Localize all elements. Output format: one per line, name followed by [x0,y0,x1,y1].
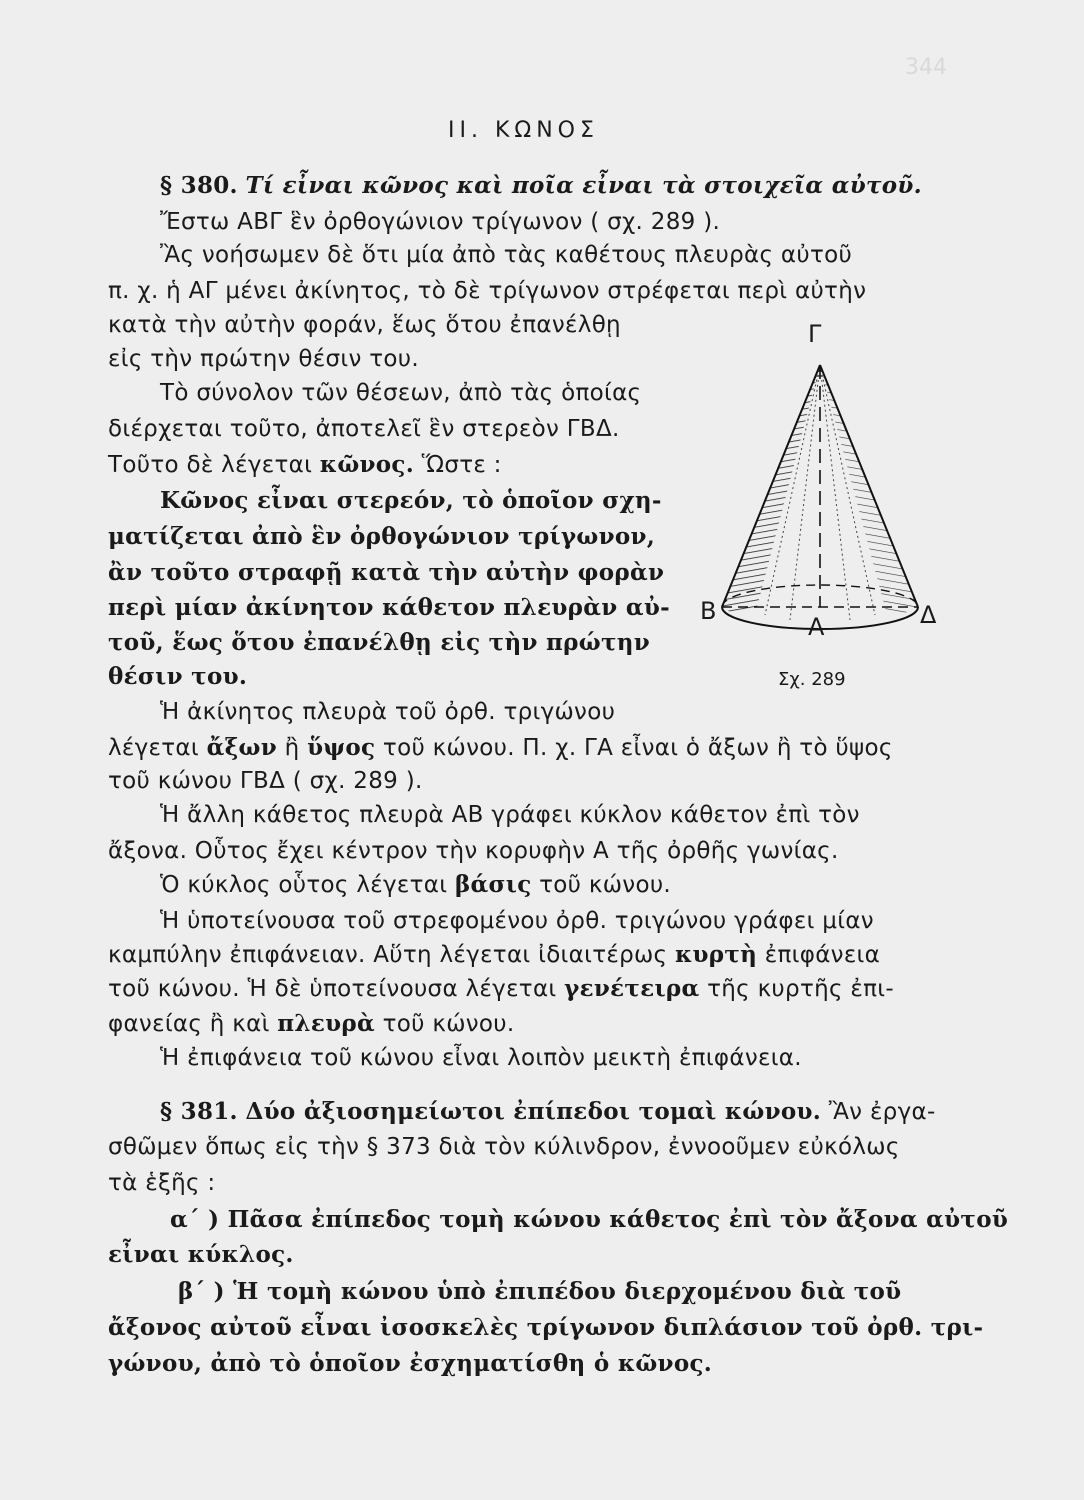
bleed-through-page-number: 344 [905,55,947,80]
definition-line: περὶ μίαν ἀκίνητον κάθετον πλευρὰν αὐ- [108,594,670,621]
definition-line: ἂν τοῦτο στραφῇ κατὰ τὴν αὐτὴν φορὰν [108,559,665,586]
text-line: Ἂς νοήσωμεν δὲ ὅτι μία ἀπὸ τὰς καθέτους πλευρὰς αὐτοῦ [160,242,853,268]
term-side: πλευρὰ [277,1010,375,1037]
text-line: κατὰ τὴν αὐτὴν φοράν, ἕως ὅτου ἐπανέλθῃ [108,312,621,338]
cone-figure [690,320,950,695]
text-fragment: ἐπιφάνεια [764,942,881,968]
term-base: βάσις [454,871,532,898]
text-line: Ἡ ἀκίνητος πλευρὰ τοῦ ὀρθ. τριγώνου [160,699,616,725]
text-line: τοῦ κώνου ΓΒΔ ( σχ. 289 ). [108,768,423,794]
proposition-beta: β΄ ) Ἡ τομὴ κώνου ὑπὸ ἐπιπέδου διερχομένου διὰ τοῦ [178,1278,902,1305]
text-fragment: ἢ [284,735,300,761]
term-cone: κῶνος. [319,451,415,478]
left-point-label: Β [700,597,717,625]
proposition-alpha: α΄ ) Πᾶσα ἐπίπεδος τομὴ κώνου κάθετος ἐπὶ τὸν ἄξονα αὐτοῦ [170,1206,1009,1233]
text-line: Τὸ σύνολον τῶν θέσεων, ἀπὸ τὰς ὁποίας [160,380,642,406]
text-line: διέρχεται τοῦτο, ἀποτελεῖ ἓν στερεὸν ΓΒΔ. [108,416,620,442]
text-fragment: τοῦ κώνου. [382,1011,515,1037]
section-380-heading [160,171,922,201]
definition-line: θέσιν του. [108,663,248,690]
text-line [108,974,894,1004]
right-point-label: Δ [920,601,937,629]
text-fragment: καμπύλην ἐπιφάνειαν. Αὕτη λέγεται ἰδιαιτέρως [108,942,668,968]
text-line: σθῶμεν ὅπως εἰς τὴν § 373 διὰ τὸν κύλινδρον, ἐννοοῦμεν εὐκόλως [108,1134,900,1160]
text-line: τὰ ἑξῆς : [108,1170,216,1196]
term-convex: κυρτὴ [674,941,758,968]
text-line [108,450,502,480]
definition-line: τοῦ, ἕως ὅτου ἐπανέλθῃ εἰς τὴν πρώτην [108,629,651,656]
text-fragment: φανείας ἢ καὶ [108,1011,270,1037]
figure-caption: Σχ. 289 [778,669,846,690]
term-height: ὕψος [307,734,376,761]
text-line [160,870,671,900]
section-381-number: § 381. [160,1098,238,1125]
section-380-title: Τί εἶναι κῶνος καὶ ποῖα εἶναι τὰ στοιχεῖα αὐτοῦ. [245,172,922,199]
text-fragment: τῆς κυρτῆς ἐπι- [707,976,894,1002]
text-fragment: Τοῦτο δὲ λέγεται [108,452,313,478]
section-381-heading [160,1097,936,1127]
text-line: Ἡ ἄλλη κάθετος πλευρὰ ΑΒ γράφει κύκλον κάθετον ἐπὶ τὸν [160,802,860,828]
term-generatrix: γενέτειρα [564,975,700,1002]
apex-label: Γ [808,320,822,348]
proposition-beta-cont: ἄξονος αὐτοῦ εἶναι ἰσοσκελὲς τρίγωνον διπλάσιον τοῦ ὀρθ. τρι- [108,1314,984,1341]
text-fragment: τοῦ κώνου. Π. χ. ΓΑ εἶναι ὁ ἄξων ἢ τὸ ὕψος [382,735,893,761]
text-line: Ἡ ἐπιφάνεια τοῦ κώνου εἶναι λοιπὸν μεικτὴ ἐπιφάνεια. [160,1045,802,1071]
text-fragment: λέγεται [108,735,199,761]
section-380-number: § 380. [160,172,238,199]
proposition-beta-cont: γώνου, ἀπὸ τὸ ὁποῖον ἐσχηματίσθη ὁ κῶνος. [108,1350,713,1377]
text-fragment: Ὥστε : [421,452,502,478]
text-line: εἰς τὴν πρώτην θέσιν του. [108,346,419,372]
text-line [108,733,893,763]
text-line: ἄξονα. Οὗτος ἔχει κέντρον τὴν κορυφὴν Α τῆς ὀρθῆς γωνίας. [108,838,839,864]
center-point-label: Α [808,613,825,641]
term-axis: ἄξων [206,734,277,761]
proposition-alpha-cont: εἶναι κύκλος. [108,1241,294,1268]
text-fragment: τοῦ κώνου. Ἡ δὲ ὑποτείνουσα λέγεται [108,976,557,1002]
text-fragment: τοῦ κώνου. [539,872,672,898]
text-fragment: Ὁ κύκλος οὗτος λέγεται [160,872,448,898]
text-line [108,940,880,970]
chapter-title: II. ΚΩΝΟΣ [448,118,599,143]
definition-line: Κῶνος εἶναι στερεόν, τὸ ὁποῖον σχη- [160,487,662,514]
text-line [108,1009,515,1039]
definition-line: ματίζεται ἀπὸ ἓν ὀρθογώνιον τρίγωνον, [108,523,656,550]
section-381-title: Δύο ἀξιοσημείωτοι ἐπίπεδοι τομαὶ κώνου. [245,1098,822,1125]
text-fragment: Ἂν ἐργα- [828,1099,936,1125]
text-line: Ἡ ὑποτείνουσα τοῦ στρεφομένου ὀρθ. τριγώνου γράφει μίαν [160,908,874,934]
text-line: π. χ. ἡ ΑΓ μένει ἀκίνητος, τὸ δὲ τρίγωνον στρέφεται περὶ αὐτὴν [108,278,867,304]
text-line: Ἔστω ΑΒΓ ἓν ὀρθογώνιον τρίγωνον ( σχ. 289 ). [160,209,721,235]
